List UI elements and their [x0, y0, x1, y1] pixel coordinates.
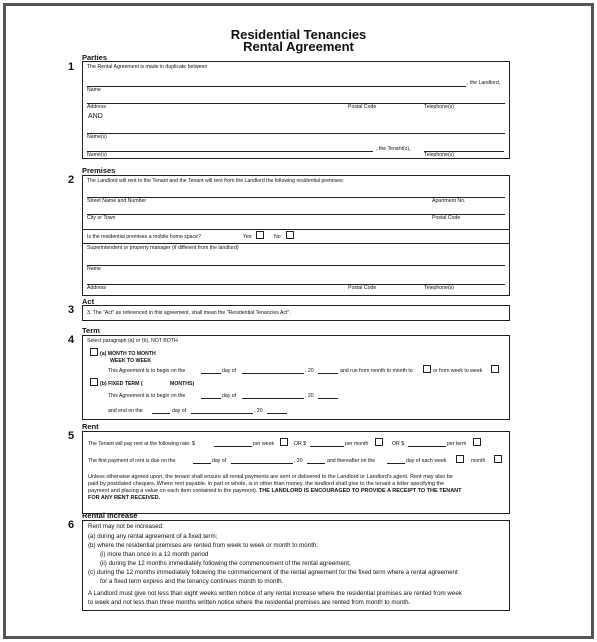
rent-or-1: OR $ [294, 441, 307, 447]
tenant-tel-label: Telephone(s) [424, 152, 454, 158]
term-b-end: and end on the [108, 408, 143, 414]
term-box [82, 335, 510, 420]
increase-line-8: A Landlord must give not less than eight weeks written notice of any rental increase where the residential premises are rented from week [88, 590, 462, 597]
tenant-name-line-2[interactable] [87, 151, 373, 152]
term-a-day-line[interactable] [201, 373, 221, 374]
rent-first-year-line[interactable] [307, 463, 325, 464]
term-a-or-week: or from week to week [433, 368, 483, 374]
rent-paragraph-2: paid by postdated cheques. Where rent payable, in part or whole, is in other than money, the landlord shall give to the tenant a letter specifying the [88, 481, 445, 487]
term-week-checkbox[interactable] [491, 365, 499, 373]
landlord-name-label: Name [87, 87, 101, 93]
rent-week-amount-line[interactable] [214, 446, 252, 447]
term-b-month-line[interactable] [242, 398, 304, 399]
term-b-begin: This Agreement is to begin on the [108, 393, 186, 399]
rent-month-amount-line[interactable] [310, 446, 344, 447]
rent-rate-text: The Tenant will pay rent at the following rate: $ [88, 441, 195, 447]
tenant-suffix: , the Tenant(s), [376, 146, 411, 152]
rent-per-term: per term [447, 441, 467, 447]
super-name-line[interactable] [87, 265, 505, 266]
landlord-name-line[interactable] [87, 86, 466, 87]
tenant-name-line-1[interactable] [87, 133, 505, 134]
premises-heading: Premises [82, 166, 116, 175]
street-label: Street Name and Number [87, 198, 147, 204]
term-b-end-month-line[interactable] [191, 413, 253, 414]
term-b-dayof: day of [222, 393, 237, 399]
tenant-names-label-2: Name(s) [87, 152, 107, 158]
increase-line-1: Rent may not be increased: [88, 523, 164, 530]
rent-per-month: per month [345, 441, 369, 447]
increase-line-6: (c) during the 12 months immediately following the commencement of the rental agreement for the fixed term where a rental agreement [88, 569, 458, 576]
premises-divider-1 [83, 229, 510, 230]
premises-number: 2 [68, 174, 75, 186]
term-a-begin: This Agreement is to begin on the [108, 368, 186, 374]
term-month-checkbox[interactable] [423, 365, 431, 373]
term-b-label: (b) FIXED TERM ( [100, 381, 143, 387]
premises-intro: The Landlord will rent to the Tenant and the Tenant will rent from the Landlord the following residential premises: [87, 178, 345, 184]
rent-first-dayof: day of [212, 458, 227, 464]
term-b-end-day-line[interactable] [152, 413, 170, 414]
super-address-label: Address [87, 285, 107, 291]
rent-each-week: day of each week [406, 458, 447, 464]
super-tel-label: Telephone(s) [424, 285, 454, 291]
premises-divider-2 [83, 243, 510, 244]
parties-heading: Parties [82, 53, 108, 62]
rent-paragraph-3: payment and placing a value on each item contained in the payment). THE LANDLORD IS ENCOURAGED TO PROVIDE A RECEIPT TO THE TENANT [88, 488, 462, 494]
mobile-yes-checkbox[interactable] [256, 231, 264, 239]
term-a-label2: WEEK TO WEEK [110, 358, 152, 364]
mobile-yes-label: Yes [243, 234, 252, 240]
landlord-tel-label: Telephone(s) [424, 104, 454, 110]
increase-heading: Rental Increase [82, 511, 138, 520]
term-b-year: , 20 [305, 393, 314, 399]
term-a-label: (a) MONTH TO MONTH [100, 351, 156, 357]
term-a-year: , 20 [305, 368, 314, 374]
rent-per-week: per week [253, 441, 275, 447]
rent-first-day-line[interactable] [193, 463, 211, 464]
act-number: 3 [68, 304, 75, 316]
form-title-line2: Rental Agreement [243, 39, 354, 54]
increase-line-2: (a) during any rental agreement of a fixed term; [88, 533, 218, 540]
increase-line-9: to week and not less than three months written notice where the residential premises are rented from month to month. [88, 599, 411, 606]
term-b-checkbox[interactable] [90, 378, 98, 386]
act-text: 3. The "Act" as referenced in this agreement, shall mean the "Residential Tenancies Act". [87, 310, 291, 316]
parties-number: 1 [68, 61, 75, 73]
superintendent-label: Superintendent or property manager (if different from the landlord) [87, 245, 239, 251]
rent-week-checkbox[interactable] [280, 438, 288, 446]
rent-month-checkbox[interactable] [375, 438, 383, 446]
form-title-line1: Residential Tenancies [230, 27, 367, 42]
term-a-year-line[interactable] [318, 373, 338, 374]
rent-thereafter: and thereafter on the [327, 458, 376, 464]
term-b-end-year-line[interactable] [267, 413, 287, 414]
rent-heading: Rent [82, 422, 99, 431]
super-postal-label: Postal Code [348, 285, 377, 291]
city-label: City or Town [87, 215, 116, 221]
rent-thereafter-day-line[interactable] [387, 463, 405, 464]
parties-box [82, 61, 510, 159]
rent-month-label: month [471, 458, 486, 464]
rent-term-amount-line[interactable] [408, 446, 446, 447]
increase-number: 6 [68, 519, 75, 531]
term-b-end-dayof: day of [172, 408, 187, 414]
term-b-end-year: , 20 [254, 408, 263, 414]
apartment-label: Apartment No. [432, 198, 466, 204]
landlord-address-label: Address [87, 104, 107, 110]
increase-line-7: for a fixed term expires and the tenancy continues month to month. [100, 578, 284, 585]
term-a-dayof: day of [222, 368, 237, 374]
term-heading: Term [82, 326, 100, 335]
landlord-postal-label: Postal Code [348, 104, 377, 110]
term-number: 4 [68, 334, 75, 346]
rent-first-month-line[interactable] [231, 463, 293, 464]
landlord-suffix: , the Landlord, [467, 80, 501, 86]
tenant-names-label-1: Name(s) [87, 134, 107, 140]
mobile-no-checkbox[interactable] [286, 231, 294, 239]
increase-line-4: (i) more than once in a 12 month period [100, 551, 209, 558]
mobile-home-question: Is the residential premises a mobile home space? [87, 234, 201, 240]
term-a-checkbox[interactable] [90, 348, 98, 356]
act-heading: Act [82, 297, 95, 306]
term-b-day-line[interactable] [201, 398, 221, 399]
parties-intro: The Rental Agreement is made in duplicate between [87, 64, 208, 70]
rent-each-month-checkbox[interactable] [494, 455, 502, 463]
term-b-year-line[interactable] [318, 398, 338, 399]
super-name-label: Name [87, 266, 101, 272]
term-a-run: and run from month to month to [340, 368, 413, 374]
term-select-instruction: Select paragraph (a) or (b), NOT BOTH [87, 338, 178, 344]
premises-postal-label: Postal Code [432, 215, 461, 221]
term-a-month-line[interactable] [242, 373, 304, 374]
rent-paragraph-4: FOR ANY RENT RECEIVED. [88, 495, 161, 501]
rent-paragraph-1: Unless otherwise agreed upon, the tenant shall ensure all rental payments are sent or delivered to the Landlord or Landlord's agent. Rent may also be [88, 474, 453, 480]
rent-term-checkbox[interactable] [473, 438, 481, 446]
rent-first-payment: The first payment of rent is due on the [88, 458, 176, 464]
rent-number: 5 [68, 430, 75, 442]
and-text: AND [88, 113, 103, 120]
rent-each-week-checkbox[interactable] [456, 455, 464, 463]
increase-line-5: (ii) during the 12 months immediately following the commencement of the rental agreement; [100, 560, 351, 567]
mobile-no-label: No [274, 234, 281, 240]
rent-or-2: OR $ [392, 441, 405, 447]
increase-line-3: (b) where the residential premises are rented from week to week or month to month: [88, 542, 319, 549]
term-b-months: MONTHS) [170, 381, 195, 387]
rent-first-year: , 20 [294, 458, 303, 464]
